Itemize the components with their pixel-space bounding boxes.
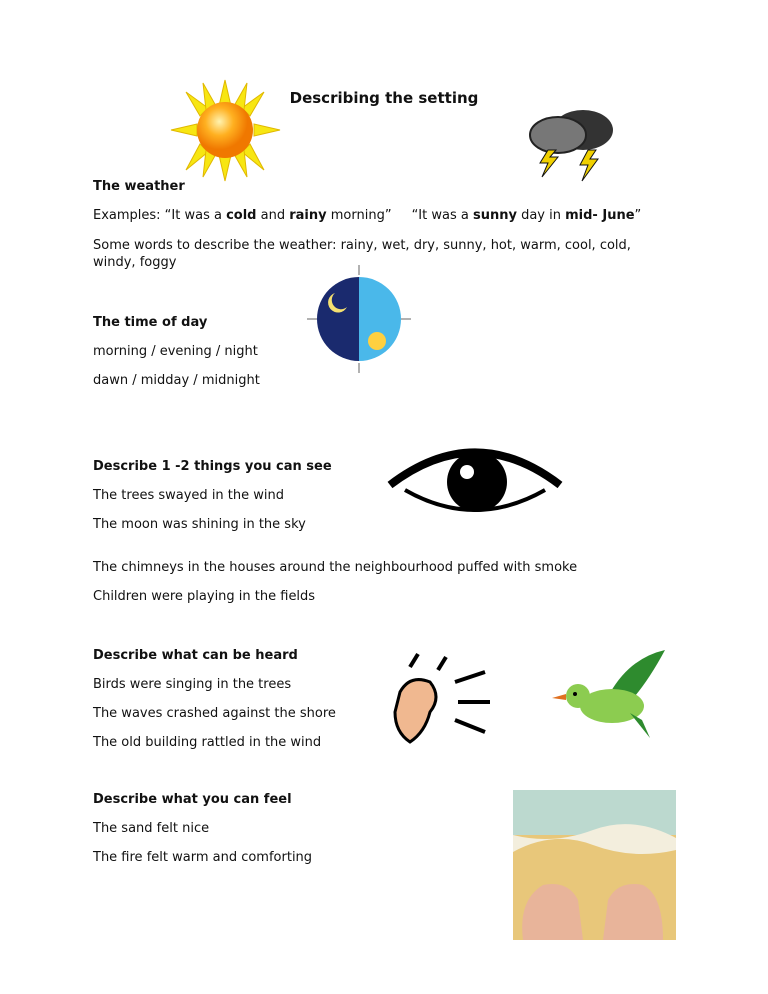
see-line: Children were playing in the fields [93,589,316,604]
see-line: The moon was shining in the sky [93,517,306,532]
text: ” [634,208,642,223]
text: rainy [289,208,327,223]
eye-image [385,440,567,522]
hear-heading: Describe what can be heard [93,648,298,663]
text: day in [516,208,566,223]
see-line: The chimneys in the houses around the neighbourhood puffed with smoke [93,560,578,575]
see-line: The trees swayed in the wind [93,488,285,503]
time-heading: The time of day [93,315,208,330]
sun-image [168,78,283,183]
day-night-clock-image [305,263,413,375]
weather-examples [93,208,641,223]
text: cold [226,208,257,223]
text: mid- June [565,208,635,223]
storm-cloud-image [528,95,620,183]
text: and [256,208,290,223]
feet-in-sand-image [513,790,676,940]
time-line: dawn / midday / midnight [93,373,260,388]
time-line: morning / evening / night [93,344,258,359]
text: “It was a [411,208,473,223]
ear-image [380,652,492,747]
text: sunny [472,208,517,223]
hear-line: The old building rattled in the wind [93,735,322,750]
weather-heading: The weather [93,179,185,194]
feel-line: The fire felt warm and comforting [93,850,313,865]
bird-image [550,648,668,743]
feel-heading: Describe what you can feel [93,792,292,807]
feel-line: The sand felt nice [93,821,210,836]
page-title: Describing the setting [289,89,479,107]
text: Examples: “It was a [93,208,227,223]
hear-line: The waves crashed against the shore [93,706,336,721]
hear-line: Birds were singing in the trees [93,677,292,692]
text: morning” [326,208,392,223]
weather-words-2: windy, foggy [93,255,177,270]
see-heading: Describe 1 -2 things you can see [93,459,332,474]
weather-words-1: Some words to describe the weather: rainy, wet, dry, sunny, hot, warm, cool, cold, [93,238,631,253]
